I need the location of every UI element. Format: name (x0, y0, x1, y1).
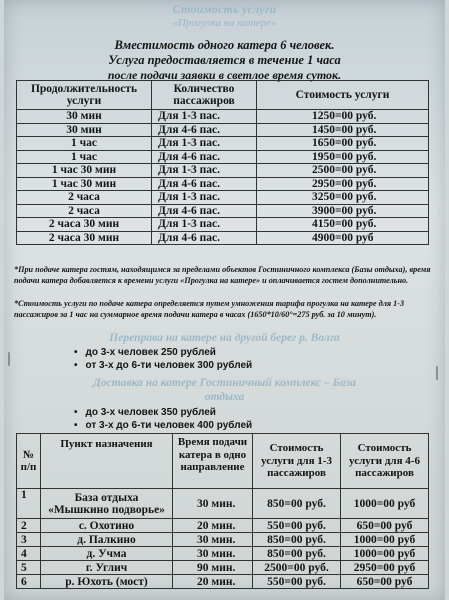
table-row (17, 204, 429, 218)
cell-price: 1250=00 руб. (257, 110, 429, 124)
price-list-sheet (4, 0, 445, 600)
cell-price-1-3: 550=00 руб. (253, 519, 341, 533)
table-row (17, 489, 429, 519)
cell-passengers: Для 4-6 пас. (152, 123, 257, 137)
intro-line-2: Услуга предоставляется в течение 1 часа (108, 53, 341, 67)
header-destination: Пункт назначения (41, 434, 173, 489)
delivery-price-list (74, 406, 252, 432)
cell-duration: 2 часа 30 мин (17, 231, 152, 245)
cell-passengers: Для 1-3 пас. (152, 110, 257, 124)
cell-number: 2 (17, 519, 41, 533)
table-row (17, 191, 429, 205)
cell-duration: 1 час 30 мин (17, 164, 152, 178)
table-row (17, 177, 429, 191)
cell-time: 30 мин. (173, 489, 253, 519)
cell-duration: 1 час 30 мин (17, 177, 152, 191)
cell-passengers: Для 4-6 пас. (152, 231, 257, 245)
page-title: Стоимость услуги (172, 2, 277, 16)
table-row (17, 575, 429, 589)
cell-price: 1950=00 руб. (257, 150, 429, 164)
table-row (17, 561, 429, 575)
cell-price: 4900=00 руб (257, 231, 429, 245)
cell-duration: 30 мин (17, 110, 152, 124)
cell-time: 90 мин. (173, 561, 253, 575)
cell-price: 2950=00 руб. (257, 177, 429, 191)
list-item: • до 3-х человек 350 рублей (74, 406, 252, 419)
cell-price-1-3: 2500=00 руб. (253, 561, 341, 575)
section-delivery-subtitle: отдыха (204, 391, 245, 403)
intro-line-1: Вместимость одного катера 6 человек. (114, 38, 335, 52)
cell-duration: 1 час (17, 137, 152, 151)
cell-passengers: Для 4-6 пас. (152, 177, 257, 191)
cell-passengers: Для 4-6 пас. (152, 150, 257, 164)
cell-price-1-3: 850=00 руб. (253, 533, 341, 547)
cell-passengers: Для 1-3 пас. (152, 191, 257, 205)
note-price-formula: *Стоимость услуги по подаче катера определяется путем умножения тарифа прогулка на катере для 1-3 пассажиров за 1 час на суммарное время подачи катера в часах (1650*10/60°=275 руб. за 10 минут). (14, 299, 405, 319)
cell-duration: 30 мин (17, 123, 152, 137)
cell-destination: База отдыха «Мышкино подворье» (41, 489, 173, 519)
header-price-1-3: Стоимость услуги для 1-3 пассажиров (253, 434, 341, 489)
cell-price-1-3: 550=00 руб. (253, 575, 341, 589)
boat-trip-price-table (16, 80, 429, 245)
cell-price-1-3: 850=00 руб. (253, 489, 341, 519)
cell-destination: д. Учма (41, 547, 173, 561)
table-row (17, 164, 429, 178)
table-row (17, 137, 429, 151)
cell-number: 5 (17, 561, 41, 575)
cell-price-4-6: 2950=00 руб (341, 561, 429, 575)
cell-passengers: Для 4-6 пас. (152, 204, 257, 218)
cell-duration: 2 часа (17, 204, 152, 218)
cell-passengers: Для 1-3 пас. (152, 164, 257, 178)
table-row (17, 231, 429, 245)
cell-price-4-6: 1000=00 руб (341, 533, 429, 547)
cell-time: 30 мин. (173, 533, 253, 547)
cell-price: 3250=00 руб. (257, 191, 429, 205)
cell-passengers: Для 1-3 пас. (152, 137, 257, 151)
cell-destination: с. Охотино (41, 519, 173, 533)
cell-price-4-6: 1000=00 руб (341, 489, 429, 519)
table-row (17, 547, 429, 561)
list-item: • от 3-х до 6-ти человек 300 рублей (74, 359, 252, 372)
cell-time: 30 мин. (173, 547, 253, 561)
destination-price-table (16, 433, 429, 589)
table-row (17, 150, 429, 164)
cell-duration: 1 час (17, 150, 152, 164)
cell-duration: 2 часа 30 мин (17, 218, 152, 232)
cell-price: 4150=00 руб. (257, 218, 429, 232)
cell-price-1-3: 850=00 руб. (253, 547, 341, 561)
list-item: • от 3-х до 6-ти человек 400 рублей (74, 419, 252, 432)
cell-time: 20 мин. (173, 519, 253, 533)
page-subtitle: «Прогулка на катере» (172, 17, 277, 29)
cell-destination: р. Юхоть (мост) (41, 575, 173, 589)
header-number: № п/п (17, 434, 41, 489)
cell-time: 20 мин. (173, 575, 253, 589)
cell-destination: г. Углич (41, 561, 173, 575)
table-row (17, 218, 429, 232)
header-duration: Продолжительность услуги (17, 81, 152, 110)
table-header-row (17, 434, 429, 489)
header-price-4-6: Стоимость услуги для 4-6 пассажиров (341, 434, 429, 489)
note-delivery-surcharge: *При подаче катера гостям, находящимся за пределами объектов Гостиничного комплекса (Базы отдыха), время подачи катера добавляется к времени услуги «Прогулка на катере» и оплачивается гостем дополнительно. (14, 265, 431, 285)
cell-number: 1 (17, 489, 41, 519)
header-price: Стоимость услуги (257, 81, 429, 110)
table-header-row (17, 81, 429, 110)
cell-price: 1450=00 руб. (257, 123, 429, 137)
header-delivery-time: Время подачи катера в одно направление (173, 434, 253, 489)
cell-number: 4 (17, 547, 41, 561)
table-row (17, 533, 429, 547)
header-passengers: Количество пассажиров (152, 81, 257, 110)
cell-price: 3900=00 руб. (257, 204, 429, 218)
cell-duration: 2 часа (17, 191, 152, 205)
table-row (17, 123, 429, 137)
crossing-price-list (74, 346, 252, 372)
cell-passengers: Для 1-3 пас. (152, 218, 257, 232)
cell-price-4-6: 650=00 руб (341, 575, 429, 589)
intro-line-3: после подачи заявки в светлое время суток. (107, 68, 342, 82)
cell-price-4-6: 1000=00 руб (341, 547, 429, 561)
section-crossing-title: Переправа на катере на другой берег р. Волга (109, 332, 340, 344)
cell-number: 3 (17, 533, 41, 547)
cell-destination: д. Палкино (41, 533, 173, 547)
cell-price: 2500=00 руб. (257, 164, 429, 178)
section-delivery-title: Доставка на катере Гостиничный комплекс – База (93, 377, 356, 389)
cell-price-4-6: 650=00 руб (341, 519, 429, 533)
table-row (17, 519, 429, 533)
cell-price: 1650=00 руб. (257, 137, 429, 151)
cell-number: 6 (17, 575, 41, 589)
list-item: • до 3-х человек 250 рублей (74, 346, 252, 359)
table-row (17, 110, 429, 124)
pushpin-left (8, 352, 10, 366)
